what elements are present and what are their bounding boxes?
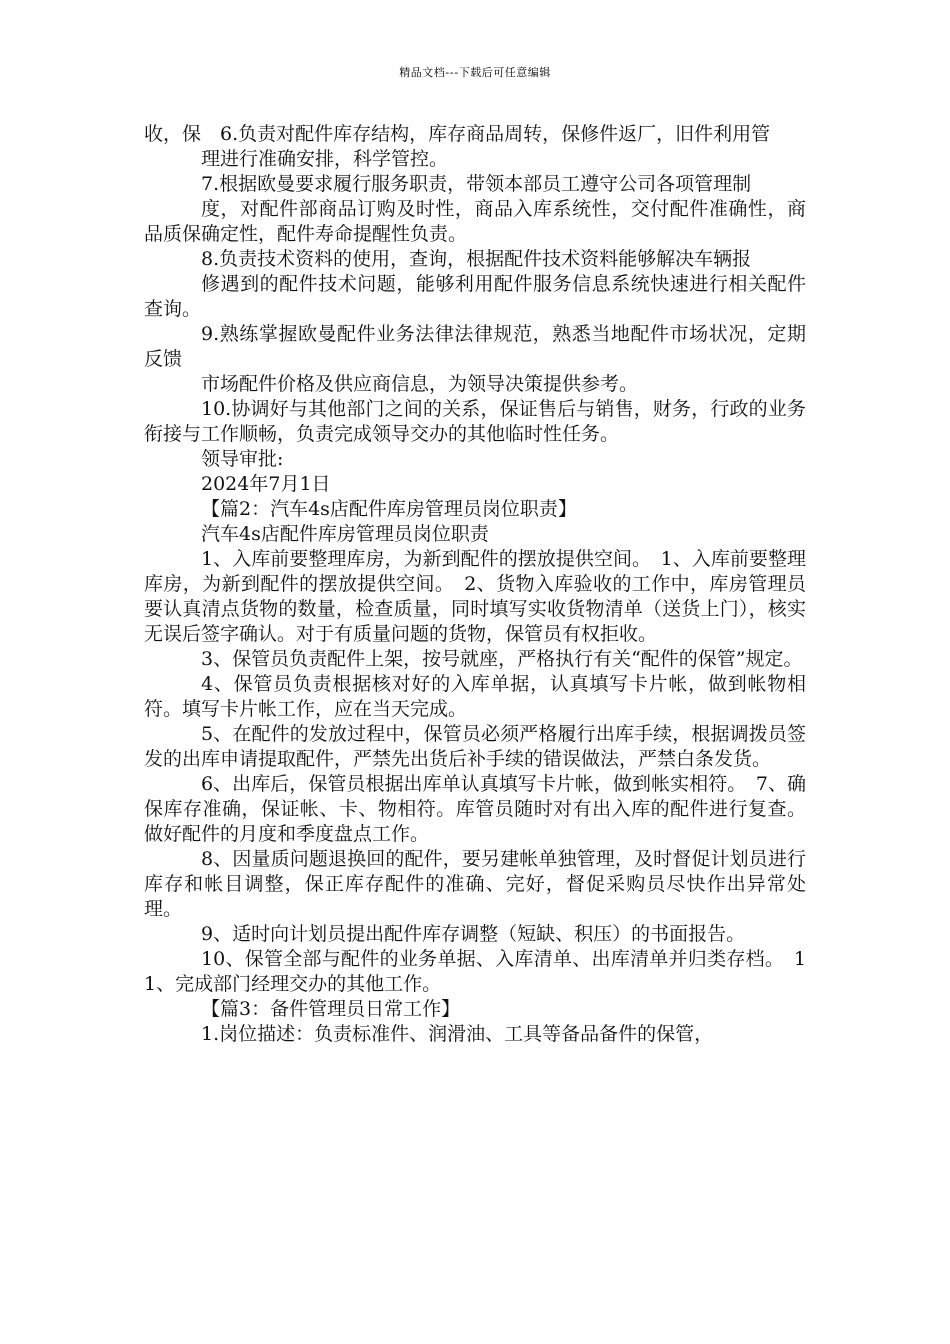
paragraph: 1、入库前要整理库房，为新到配件的摆放提供空间。 1、入库前要整理库房，为新到配件的摆放提供空间。 2、货物入库验收的工作中，库房管理员要认真清点货物的数量，检查质量，同时填写实收货物清单（送货上门），核实无误后签字确认。对于有质量问题的货物，保管员有权拒收。: [144, 548, 806, 645]
paragraph: 10.协调好与其他部门之间的关系，保证售后与销售，财务，行政的业务衔接与工作顺畅，负责完成领导交办的其他临时性任务。: [144, 398, 806, 445]
paragraph: 9、适时向计划员提出配件库存调整（短缺、积压）的书面报告。: [201, 923, 746, 945]
paragraph: 收，保 6.负责对配件库存结构，库存商品周转，保修件返厂，旧件利用管: [144, 123, 771, 145]
paragraph: 修遇到的配件技术问题，能够利用配件服务信息系统快速进行相关配件查询。: [144, 273, 806, 320]
paragraph: 5、在配件的发放过程中，保管员必须严格履行出库手续，根据调拨员签发的出库申请提取配件，严禁先出货后补手续的错误做法，严禁白条发货。: [144, 723, 806, 770]
section-heading: 【篇2：汽车4s店配件库房管理员岗位职责】: [201, 498, 577, 520]
paragraph: 3、保管员负责配件上架，按号就座，严格执行有关“配件的保管”规定。: [201, 648, 803, 670]
paragraph: 8、因量质问题退换回的配件，要另建帐单独管理，及时督促计划员进行库存和帐目调整，保正库存配件的准确、完好，督促采购员尽快作出异常处理。: [144, 848, 806, 920]
paragraph: 1.岗位描述：负责标准件、润滑油、工具等备品备件的保管，: [201, 1023, 714, 1045]
paragraph: 8.负责技术资料的使用，查询，根据配件技术资料能够解决车辆报: [201, 248, 752, 270]
paragraph: 9.熟练掌握欧曼配件业务法律法律规范，熟悉当地配件市场状况，定期反馈: [144, 323, 806, 370]
section-title: 汽车4s店配件库房管理员岗位职责: [201, 523, 489, 545]
paragraph: 市场配件价格及供应商信息，为领导决策提供参考。: [201, 373, 639, 395]
paragraph: 6、出库后，保管员根据出库单认真填写卡片帐，做到帐实相符。 7、确保库存准确，保证帐、卡、物相符。库管员随时对有出入库的配件进行复查。做好配件的月度和季度盘点工作。: [144, 773, 806, 845]
paragraph: 10、保管全部与配件的业务单据、入库清单、出库清单并归类存档。 11、完成部门经理交办的其他工作。: [144, 948, 806, 995]
paragraph: 理进行准确安排，科学管控。: [201, 148, 449, 170]
paragraph: 度，对配件部商品订购及时性，商品入库系统性，交付配件准确性，商品质保确定性，配件寿命提醒性负责。: [144, 198, 806, 245]
section-heading: 【篇3：备件管理员日常工作】: [201, 998, 461, 1020]
page-header: 精品文档---下载后可任意编辑: [399, 66, 551, 79]
paragraph: 7.根据欧曼要求履行服务职责，带领本部员工遵守公司各项管理制: [201, 173, 752, 195]
document-body: [144, 122, 806, 1047]
approval-label: 领导审批:: [201, 448, 284, 470]
paragraph: 4、保管员负责根据核对好的入库单据，认真填写卡片帐，做到帐物相符。填写卡片帐工作，应在当天完成。: [144, 673, 806, 720]
date-line: 2024年7月1日: [201, 473, 331, 495]
